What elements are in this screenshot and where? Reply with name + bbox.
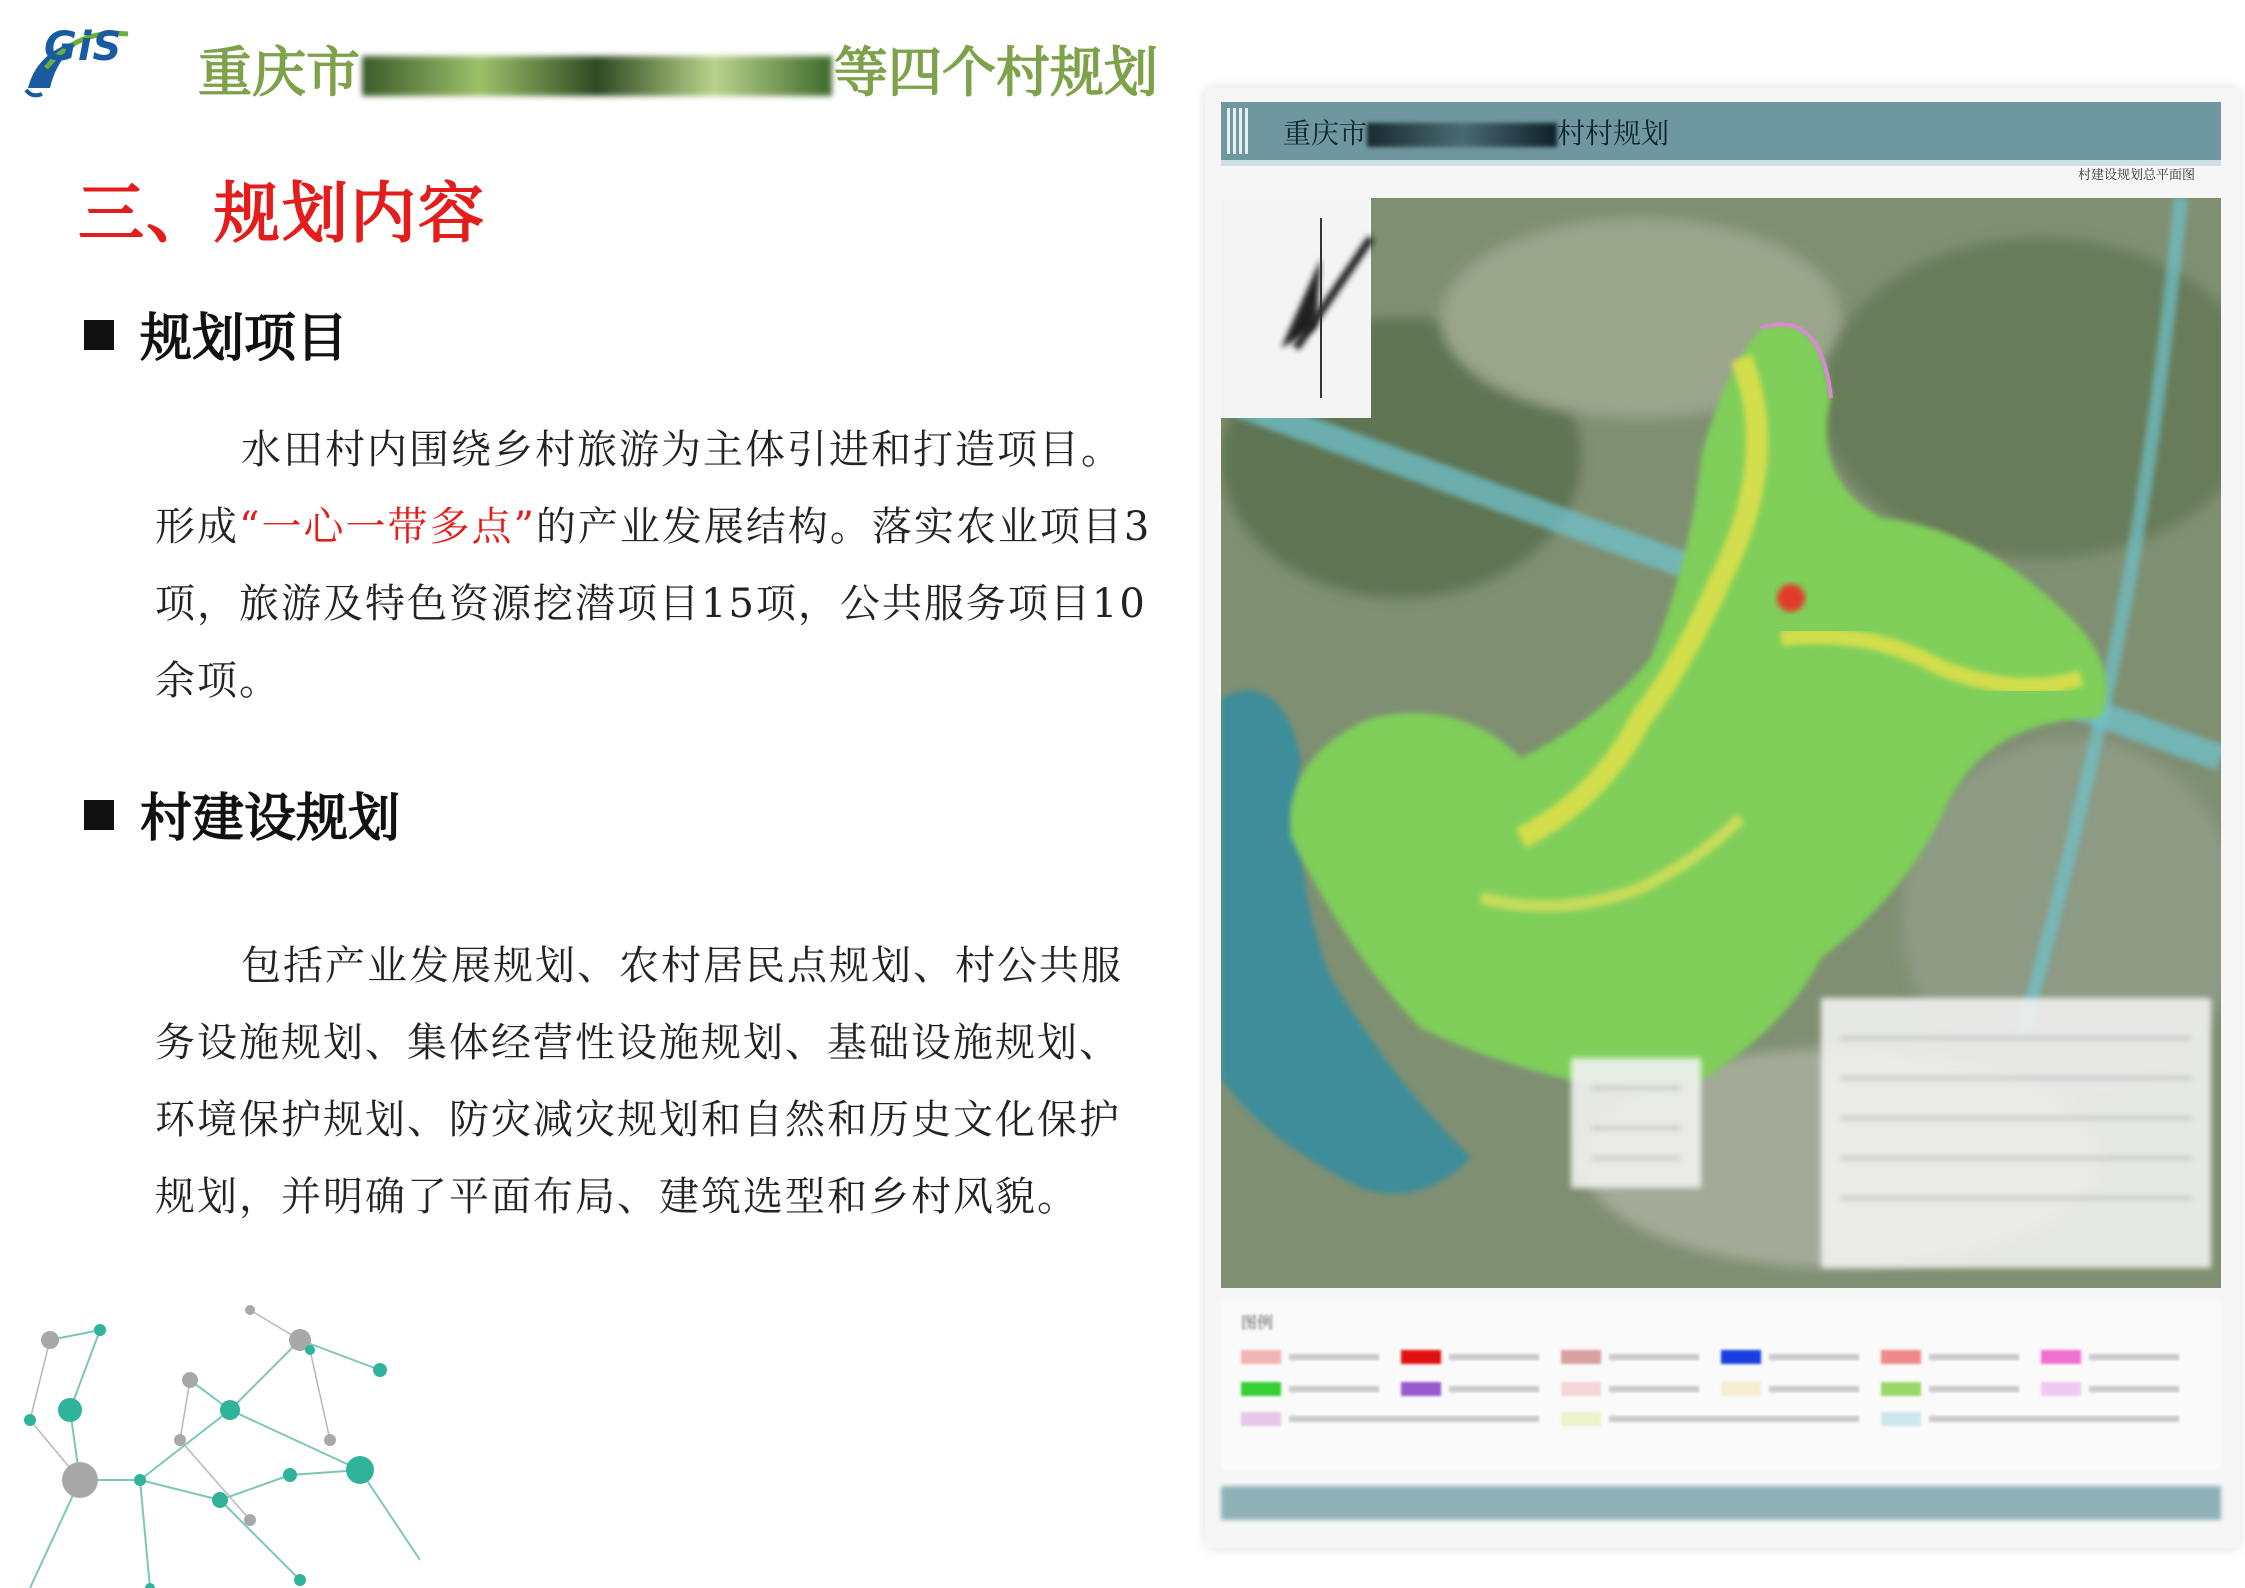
planning-map-board [1205,88,2240,1548]
logo-text: GiS [44,24,123,70]
legend-swatch [1881,1382,1921,1396]
redacted-block [1367,123,1557,147]
legend-swatch [2041,1382,2081,1396]
legend-label-blurred [2089,1354,2179,1360]
legend-label-blurred [1289,1416,1539,1422]
legend-swatch [1401,1382,1441,1396]
map-board-subtitle: 村建设规划总平面图 [2077,168,2195,183]
legend-label-blurred [1929,1386,2019,1392]
title-suffix: 等四个村规划 [834,41,1158,104]
map-title-prefix: 重庆市 [1283,117,1368,150]
legend-swatch [1401,1350,1441,1364]
legend-label-blurred [1609,1416,1859,1422]
legend-swatch [1881,1412,1921,1426]
legend-label-blurred [1449,1386,1539,1392]
bullet-square-icon [84,800,114,830]
legend-label-blurred [1609,1354,1699,1360]
legend-swatch [1241,1382,1281,1396]
map-board-footer-blurred [1221,1486,2221,1520]
subheading-village-construction [84,776,400,851]
document-title [198,30,1158,107]
legend-swatch [1241,1350,1281,1364]
legend-label-blurred [1289,1386,1379,1392]
satellite-map-image [1221,198,2221,1288]
paragraph-lead: 水田村内围绕乡村旅游为主体引进和打造项目。形成 [155,427,1123,550]
paragraph-tail: 的产业发展结构。落实农业项目3项，旅游及特色资源挖潜项目15项，公共服务项目10余项。 [155,504,1152,704]
legend-label-blurred [1289,1354,1379,1360]
bullet-square-icon [84,320,114,350]
highlight-structure: “一心一带多点” [239,504,536,550]
header-bars-icon [1227,108,1249,154]
section-title: 三、规划内容 [78,175,486,252]
map-board-header [1221,102,2221,183]
title-prefix: 重庆市 [198,41,360,104]
paragraph-planning-projects [155,412,1155,720]
legend-label-blurred [2089,1386,2179,1392]
legend-label-blurred [1769,1354,1859,1360]
redacted-block [362,56,832,96]
legend-label-blurred [1929,1354,2019,1360]
legend-label-blurred [1609,1386,1699,1392]
map-legend [1221,1300,2221,1470]
subheading-text: 规划项目 [140,309,349,369]
subheading-text: 村建设规划 [140,789,401,849]
paragraph-village-construction: 包括产业发展规划、农村居民点规划、村公共服务设施规划、集体经营性设施规划、基础设施规划、环境保护规划、防灾减灾规划和自然和历史文化保护规划，并明确了平面布局、建筑选型和乡村风貌。 [155,943,1123,1220]
legend-label-blurred [1769,1386,1859,1392]
legend-swatch [1881,1350,1921,1364]
legend-swatch [1241,1412,1281,1426]
legend-swatch [1721,1382,1761,1396]
subheading-planning-projects [84,296,348,371]
legend-swatch [2041,1350,2081,1364]
legend-title: 图例 [1241,1313,1274,1332]
map-title-suffix: 村村规划 [1557,117,1670,150]
legend-swatch [1561,1350,1601,1364]
legend-swatch [1561,1382,1601,1396]
site-plan-map [1221,198,2221,1288]
map-board-title [1283,112,1669,152]
network-decoration-icon [0,1300,420,1588]
legend-label-blurred [1449,1354,1539,1360]
legend-swatch [1721,1350,1761,1364]
legend-label-blurred [1929,1416,2179,1422]
legend-swatch [1561,1412,1601,1426]
